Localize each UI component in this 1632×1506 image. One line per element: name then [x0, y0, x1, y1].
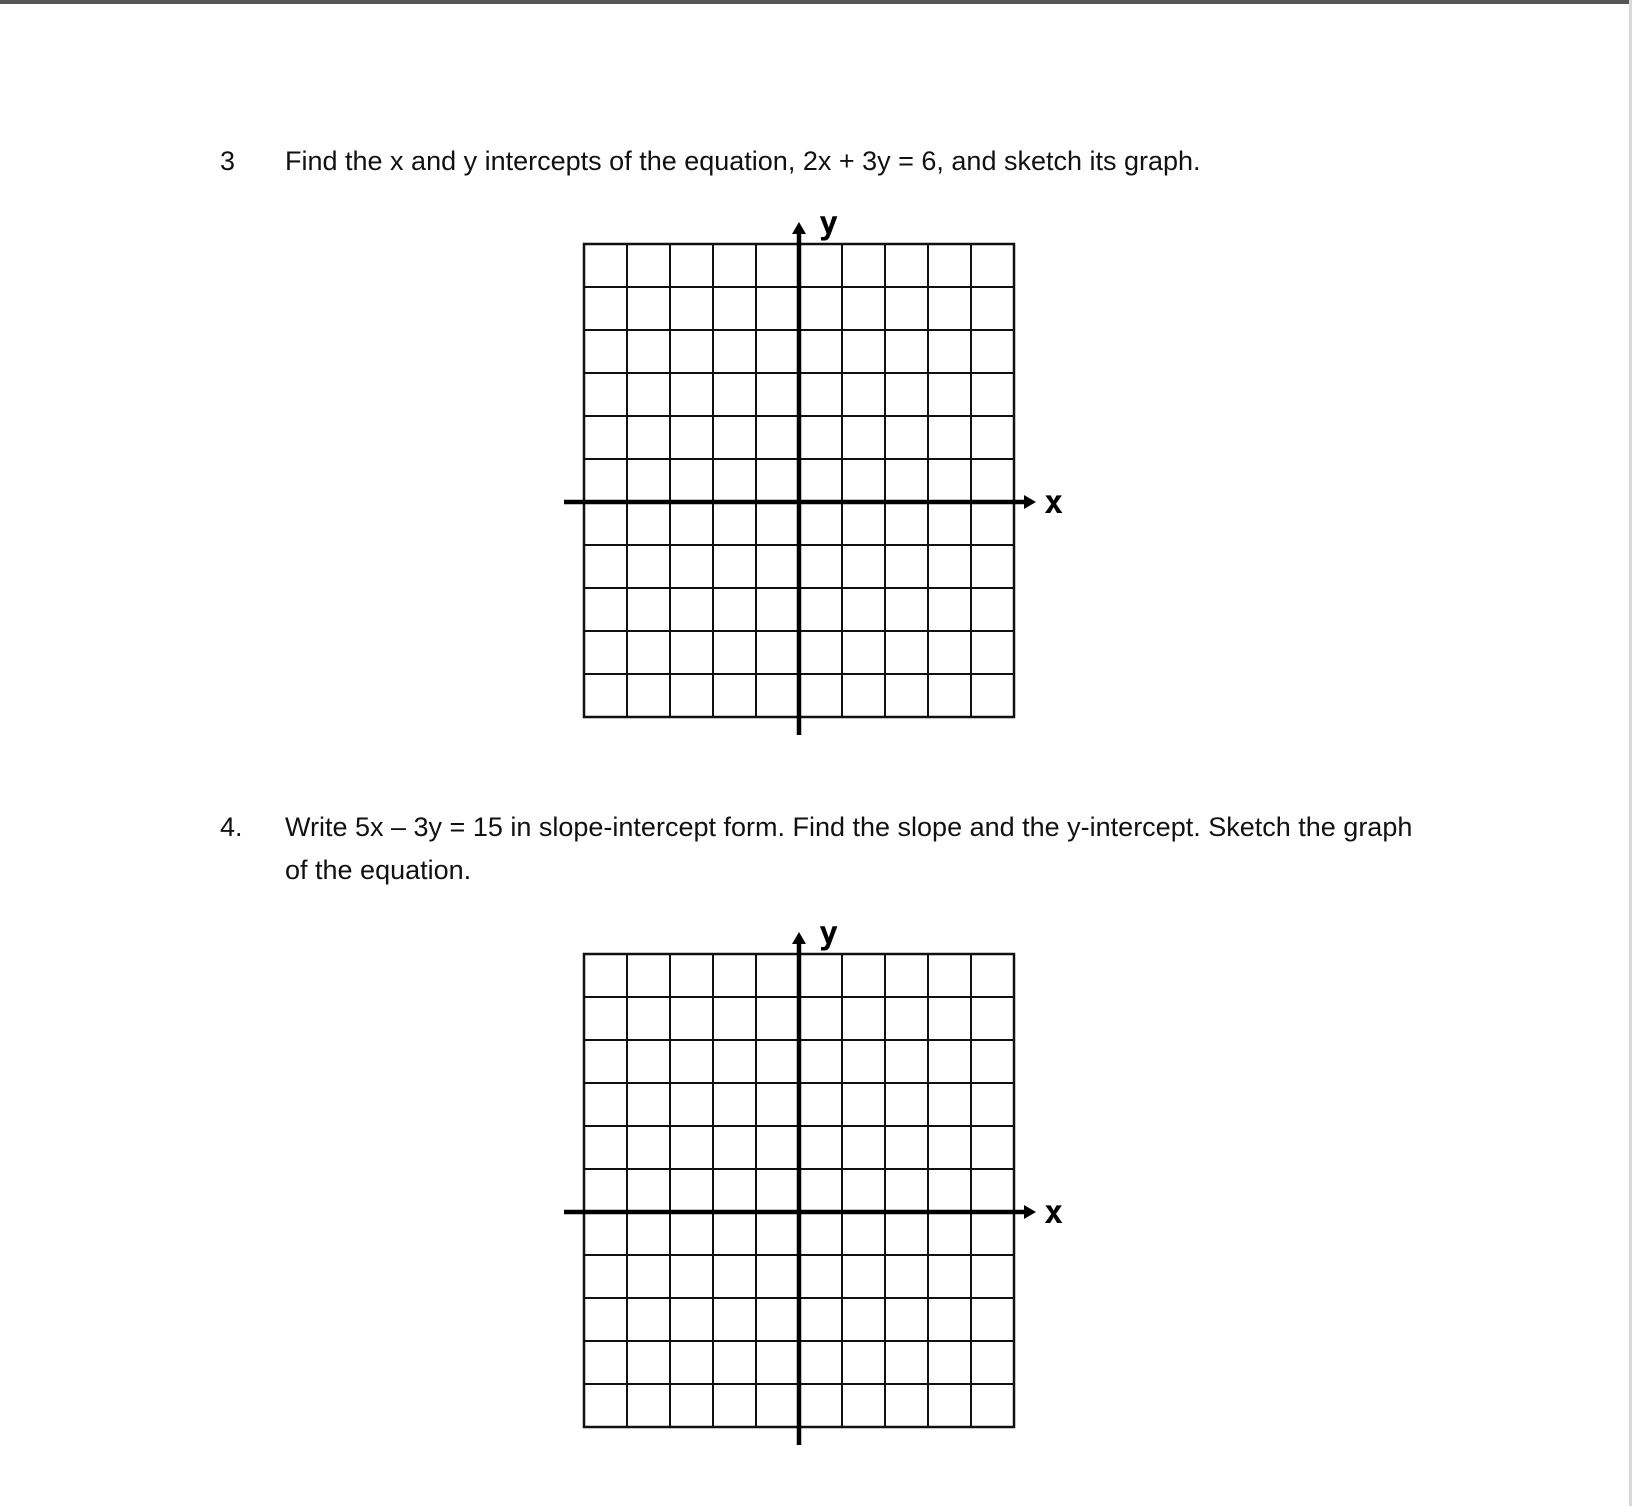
y-axis-arrow-icon — [792, 932, 806, 944]
y-axis-label: y — [819, 208, 839, 242]
coordinate-grid-q3 — [560, 208, 1080, 748]
page-top-border — [0, 0, 1632, 4]
question-number: 4. — [220, 812, 243, 842]
y-axis-label: y — [819, 918, 839, 952]
x-axis-label: x — [1044, 1193, 1064, 1231]
question-number: 3 — [220, 146, 236, 176]
coordinate-grid-q4 — [560, 918, 1080, 1458]
question-text: Find the x and y intercepts of the equation, 2x + 3y = 6, and sketch its graph. — [285, 146, 1201, 176]
grid-svg — [560, 918, 1080, 1458]
grid-svg — [560, 208, 1080, 748]
question-text: Write 5x – 3y = 15 in slope-intercept form. Find the slope and the y-intercept. Sketch the graph of the equation. — [285, 812, 1413, 885]
x-axis-arrow-icon — [1024, 495, 1036, 509]
x-axis-label: x — [1044, 483, 1064, 521]
x-axis-arrow-icon — [1024, 1205, 1036, 1219]
y-axis-arrow-icon — [792, 222, 806, 234]
